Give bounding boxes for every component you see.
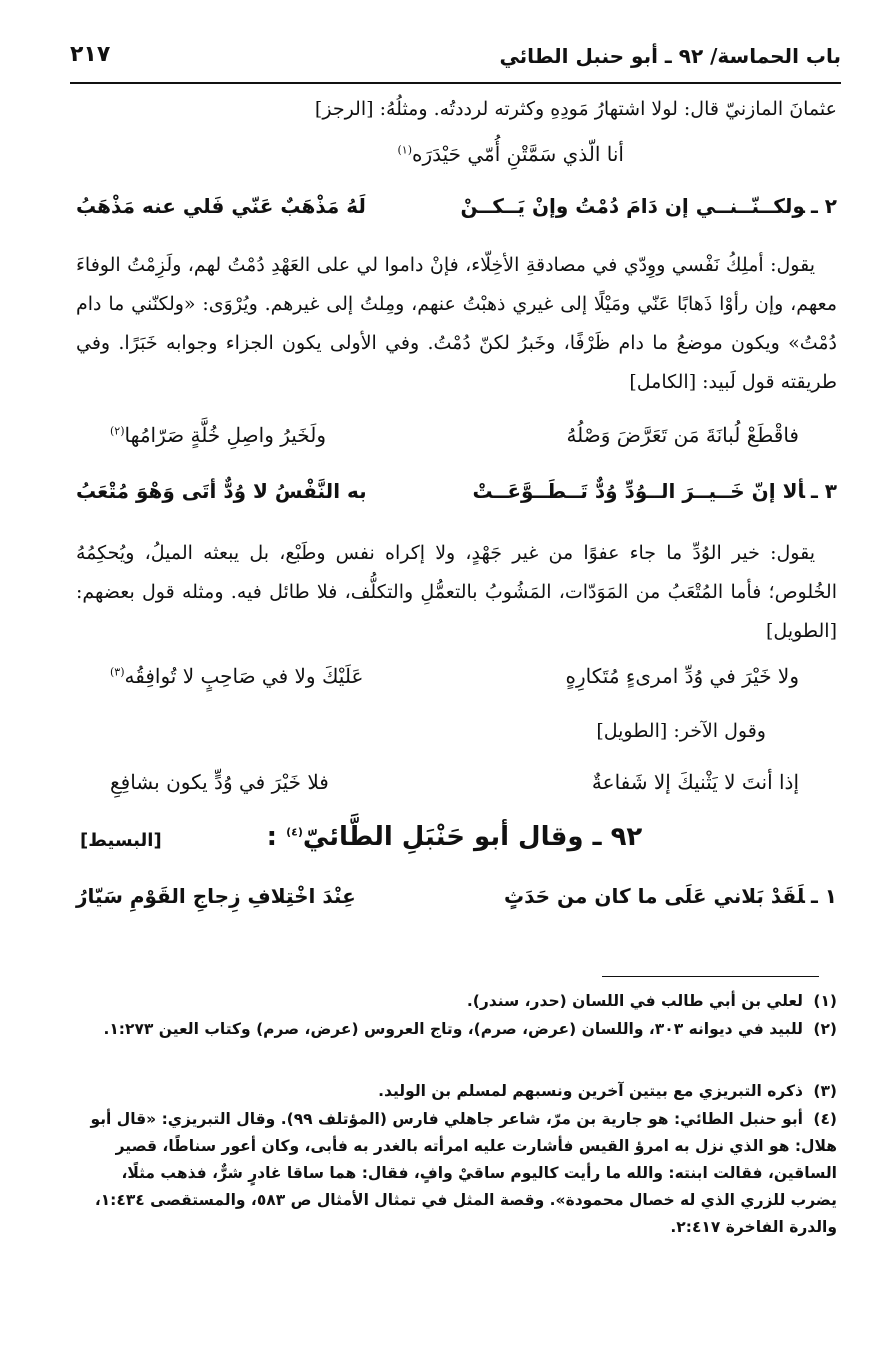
footnote-number: (٢)	[813, 1020, 837, 1038]
footnote-ref: (٣)	[110, 665, 125, 679]
footnote-ref: (٢)	[110, 424, 125, 438]
verse-hemistich-1: ٣ ـألا إنّ خَــيــرَ الــوُدِّ وُدٌّ تَــطَــوَّعَــتْ	[472, 479, 837, 503]
verse-hemistich-2: لَهُ مَذْهَبٌ عَنّي فَلي عنه مَذْهَبُ	[76, 194, 366, 218]
verse-hemistich-2: عِنْدَ اخْتِلافِ زِجاجِ القَوْمِ سَيّارُ	[76, 884, 356, 908]
footnote-1	[72, 988, 837, 1015]
quote-hemistich-2: فلا خَيْرَ في وُدٍّ يكون بشافِعِ	[110, 770, 329, 794]
poem-title: ٩٢ ـ وقال أبو حَنْبَلِ الطَّائيّ$^{(٤)}$ :	[266, 822, 643, 852]
verse-number: ٢ ـ	[810, 194, 837, 218]
verse-number: ١ ـ	[810, 884, 837, 908]
footnote-number: (٣)	[813, 1082, 837, 1100]
quote-kamil	[110, 423, 799, 463]
footnote-text: ذكره التبريزي مع بيتين آخرين ونسبهم لمسلم بن الوليد.	[378, 1082, 803, 1100]
footnote-rule	[602, 976, 819, 977]
running-header	[70, 38, 841, 78]
footnote-3	[72, 1078, 837, 1105]
footnote-text: أبو حنبل الطائي: هو جارية بن مرّ، شاعر جاهلي فارس (المؤتلف ٩٩). وقال التبريزي: «قال أبو هلال: هو الذي نزل به امرؤ القيس فأشارت عليه امرأته بالغدر به فأبى، وكان أعور سناطًا، قصير الساقين، فقالت ابنته: والله ما رأيت كاليوم ساقيْ وافٍ، فقال: هما ساقا غادرٍ شرٌّ، فذهب مثلًا، يضرب للزري الذي له خصال محمودة». وقصة المثل في تمثال الأمثال ص ٥٨٣، والمستقصى ١:٤٣٤، والدرة الفاخرة ٢:٤١٧.	[90, 1110, 837, 1236]
verse-92-1	[76, 884, 837, 924]
verse-number: ٣ ـ	[810, 479, 837, 503]
quote-rajaz-text: أنا الّذي سَمَّتْنِ أُمّي حَيْدَرَه	[411, 142, 624, 166]
poem-meter: [البسيط]	[80, 830, 162, 851]
quote-hemistich-1: إذا أنتَ لا يَثْنيكَ إلا شَفاعةٌ	[591, 770, 799, 794]
header-rule	[70, 82, 841, 84]
verse-hemistich-1: ١ ـلَقَدْ بَلاني عَلَى ما كان من حَدَثٍ	[504, 884, 837, 908]
footnote-ref: (١)	[397, 143, 412, 157]
running-header-title: باب الحماسة/ ٩٢ ـ أبو حنبل الطائي	[499, 44, 841, 68]
quote-tawil-1	[110, 664, 799, 704]
footnote-text: للبيد في ديوانه ٣٠٣، واللسان (عرض، صرم)، وتاج العروس (عرض، صرم) وكتاب العين ١:٢٧٣.	[103, 1020, 803, 1038]
verse-hemistich-1: ٢ ـولكــنّــنــي إن دَامَ دُمْتُ وإنْ يَــكــنْ	[460, 194, 837, 218]
quote-hemistich-1: فاقْطَعْ لُبانَةَ مَن تَعَرَّضَ وَصْلُهُ	[566, 423, 799, 447]
commentary-paragraph: يقول: أملِكُ نَفْسي ووِدّي في مصادقةِ الأخِلّاء، فإنْ داموا لي على العَهْدِ دُمْتُ لهم، ولَزِمْتُ الوفاءَ معهم، وإن رأوْا ذَهابًا عَنّي ومَيْلًا إلى غيري ذهبْتُ عنهم، ومِلتُ إلى غيرهم. ويُرْوَى: «ولكنّني ما دام دُمْتُ» ويكون موضعُ ما دام ظَرْفًا، وخَبرُ لكنّ دُمْتُ. وفي الأولى يكون الجزاء وجوابه خَبَرًا. وفي طريقته قول لَبيد: [الكامل]	[76, 254, 837, 393]
quote-hemistich-2: عَلَيْكَ ولا في صَاحِبٍ لا تُوافِقُه$^{(٣)}$	[110, 664, 364, 688]
poem-heading	[70, 822, 839, 874]
prose-line: عثمانَ المازنيّ قال: لولا اشتهارُ مَودِهِ وكثرته لرددتُه. ومثلُهُ: [الرجز]	[314, 98, 837, 120]
quote-rajaz	[397, 142, 624, 166]
quote-tawil-2	[110, 770, 799, 810]
footnote-2	[72, 1016, 837, 1043]
commentary-paragraph: يقول: خير الوُدِّ ما جاء عفوًا من غير جَهْدٍ، ولا إكراه نفس وطَبْع، بل يبعثه الميلُ، ويُحكِمُهُ الخُلوص؛ فأما المُتْعَبُ من المَوَدّات، المَشُوبُ بالتعمُّلِ والتكلُّف، فلا طائل فيه. ومثله قول بعضهم: [الطويل]	[76, 542, 837, 642]
footnote-number: (١)	[813, 992, 837, 1010]
verse-2	[76, 194, 837, 234]
quote-hemistich-2: ولَخَيرُ واصِلِ خُلَّةٍ صَرّامُها$^{(٢)}$	[110, 423, 326, 447]
footnote-text: لعلي بن أبي طالب في اللسان (حدر، سندر).	[466, 992, 803, 1010]
footnote-number: (٤)	[813, 1110, 837, 1128]
quote-hemistich-1: ولا خَيْرَ في وُدِّ امرىءٍ مُتَكارِهٍ	[565, 664, 799, 688]
verse-3	[76, 479, 837, 519]
footnote-ref: (٤)	[286, 825, 303, 839]
page-number: ٢١٧	[70, 42, 111, 67]
prose-line: وقول الآخر: [الطويل]	[596, 720, 766, 742]
verse-hemistich-2: به النَّفْسُ لا وُدٌّ أتَى وَهْوَ مُتْعَبُ	[76, 479, 367, 503]
footnote-4	[72, 1106, 837, 1241]
